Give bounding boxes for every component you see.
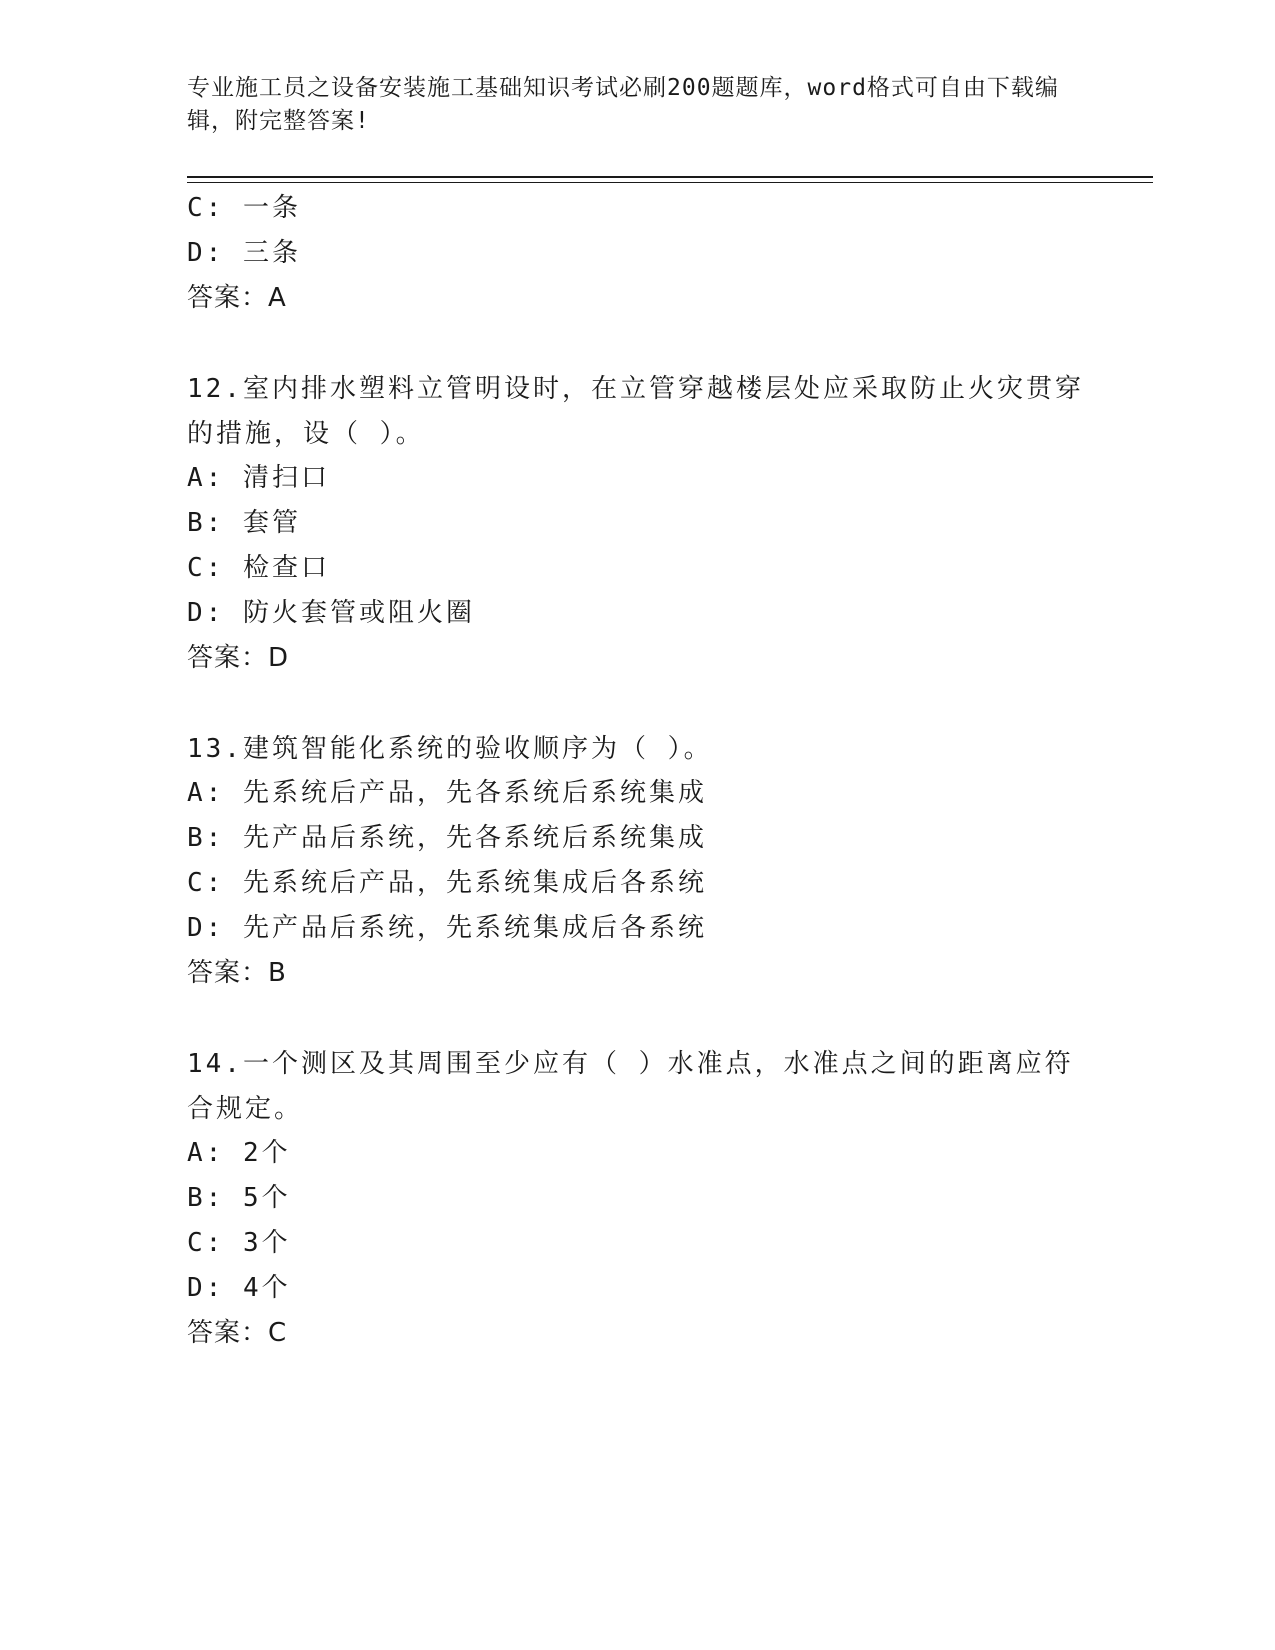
option-d: D: 防火套管或阻火圈 [187, 598, 475, 628]
document-header: 专业施工员之设备安装施工基础知识考试必刷200题题库，word格式可自由下载编辑，附完整答案! [187, 75, 1059, 134]
option-c: C: 检查口 [187, 553, 330, 583]
option-c: C: 一条 [187, 193, 301, 223]
answer-line: 答案：C [187, 1318, 288, 1348]
question-stem-13: 13.建筑智能化系统的验收顺序为（ ）。 [187, 734, 713, 764]
answer-line: 答案：A [187, 283, 287, 313]
option-b: B: 套管 [187, 508, 301, 538]
option-c: C: 先系统后产品，先系统集成后各系统 [187, 868, 707, 898]
question-stem-12: 12.室内排水塑料立管明设时，在立管穿越楼层处应采取防止火灾贯穿的措施，设（ ）。 [187, 374, 1084, 449]
answer-line: 答案：B [187, 958, 287, 988]
option-b: B: 5个 [187, 1183, 291, 1213]
option-d: D: 三条 [187, 238, 301, 268]
option-d: D: 先产品后系统，先系统集成后各系统 [187, 913, 707, 943]
header-divider-thin [187, 182, 1153, 183]
answer-line: 答案：D [187, 643, 290, 673]
option-b: B: 先产品后系统，先各系统后系统集成 [187, 823, 707, 853]
option-c: C: 3个 [187, 1228, 291, 1258]
question-stem-14: 14.一个测区及其周围至少应有（ ）水准点，水准点之间的距离应符合规定。 [187, 1049, 1074, 1124]
option-a: A: 清扫口 [187, 463, 330, 493]
option-a: A: 2个 [187, 1138, 291, 1168]
header-divider [187, 176, 1153, 178]
option-d: D: 4个 [187, 1273, 291, 1303]
option-a: A: 先系统后产品，先各系统后系统集成 [187, 778, 707, 808]
